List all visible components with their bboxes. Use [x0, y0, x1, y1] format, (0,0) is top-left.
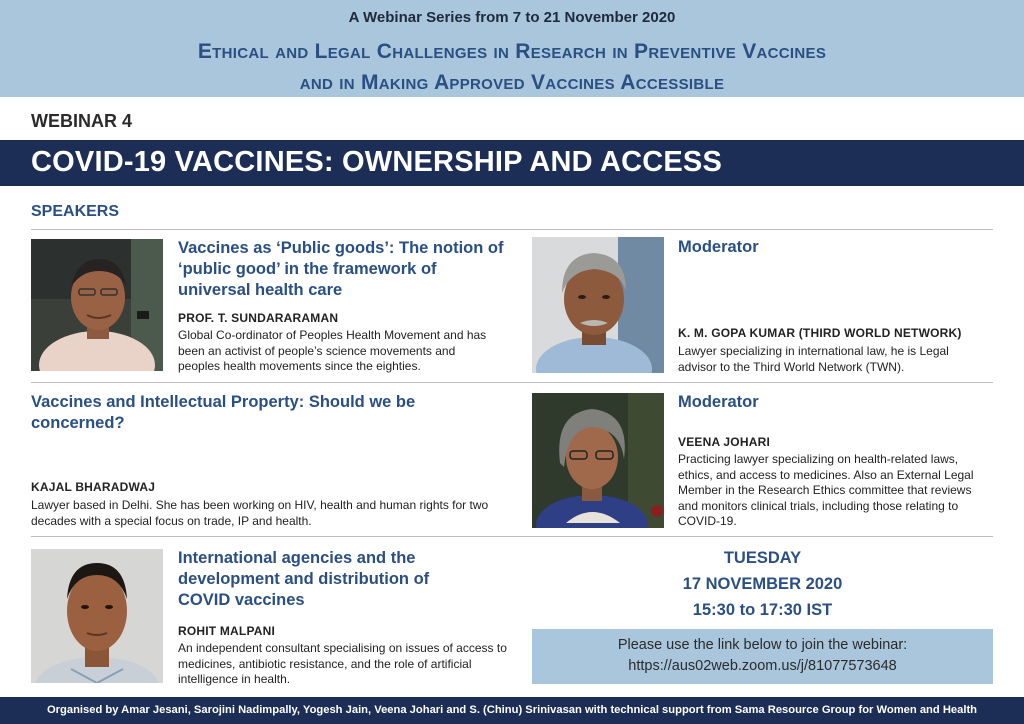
portrait-photo-icon — [532, 237, 664, 373]
divider — [31, 536, 993, 537]
moderator-bio-veena-johari: Practicing lawyer specializing on health-related laws, ethics, and access to medicines. Also an External Legal Member in the Research Ethics committee that reviews and monitors clinical trials, including those relating to COVID-19. — [678, 452, 974, 528]
join-link-box — [532, 629, 993, 684]
event-date: 17 NOVEMBER 2020 — [682, 575, 843, 593]
event-time: 15:30 to 17:30 IST — [692, 601, 833, 619]
moderator-label-2: Moderator — [678, 393, 759, 411]
webinar-number: WEBINAR 4 — [31, 111, 133, 131]
speaker-bio-bharadwaj: Lawyer based in Delhi. She has been working on HIV, health and human rights for two decades with a special focus on trade, IP and health. — [31, 498, 489, 528]
talk-title-international-agencies: International agencies and the development and distribution of COVID vaccines — [178, 549, 430, 609]
portrait-photo-icon — [31, 549, 163, 683]
speaker-photo-malpani — [31, 549, 163, 683]
moderator-name-gopa-kumar: K. M. GOPA KUMAR (THIRD WORLD NETWORK) — [678, 326, 962, 340]
speaker-bio-sundararaman: Global Co-ordinator of Peoples Health Movement and has been an activist of people’s science movements and peoples health movements since the eighties. — [178, 328, 487, 373]
talk-title-public-goods: Vaccines as ‘Public goods’: The notion of ‘public good’ in the framework of universal health care — [178, 239, 504, 299]
event-day: TUESDAY — [723, 549, 802, 567]
series-subtitle: A Webinar Series from 7 to 21 November 2020 — [348, 9, 676, 26]
speaker-bio-malpani: An independent consultant specialising on issues of access to medicines, antibiotic resistance, and the role of artificial intelligence in health. — [178, 641, 507, 686]
series-title-line-1: Ethical and Legal Challenges in Research in Preventive Vaccines — [197, 40, 827, 63]
divider — [31, 229, 993, 230]
series-title — [0, 36, 1024, 98]
speaker-name-sundararaman: PROF. T. SUNDARARAMAN — [178, 311, 339, 325]
moderator-photo-gopa-kumar — [532, 237, 664, 373]
organisers-footer: Organised by Amar Jesani, Sarojini Nadimpally, Yogesh Jain, Veena Johari and S. (Chinu) Srinivasan with technical support from Sama Resource Group for Women and Health — [0, 697, 1024, 724]
join-link[interactable]: https://aus02web.zoom.us/j/81077573648 — [628, 658, 897, 674]
speaker-name-malpani: ROHIT MALPANI — [178, 624, 276, 638]
moderator-name-veena-johari: VEENA JOHARI — [678, 435, 770, 449]
webinar-title: COVID-19 VACCINES: OWNERSHIP AND ACCESS — [31, 146, 722, 178]
header-band — [0, 0, 1024, 97]
talk-title-intellectual-property: Vaccines and Intellectual Property: Should we be concerned? — [31, 393, 416, 432]
portrait-photo-icon — [31, 239, 163, 371]
series-title-line-2: and in Making Approved Vaccines Accessible — [299, 71, 725, 94]
portrait-photo-icon — [532, 393, 664, 528]
moderator-photo-veena-johari — [532, 393, 664, 528]
event-date-time — [640, 545, 885, 623]
moderator-bio-gopa-kumar: Lawyer specializing in international law, he is Legal advisor to the Third World Network (TWN). — [678, 344, 949, 374]
speaker-name-bharadwaj: KAJAL BHARADWAJ — [31, 480, 156, 494]
speaker-photo-sundararaman — [31, 239, 163, 371]
join-instructions: Please use the link below to join the webinar: — [617, 637, 908, 653]
divider — [31, 382, 993, 383]
moderator-label-1: Moderator — [678, 238, 759, 256]
speakers-heading: SPEAKERS — [31, 203, 120, 220]
